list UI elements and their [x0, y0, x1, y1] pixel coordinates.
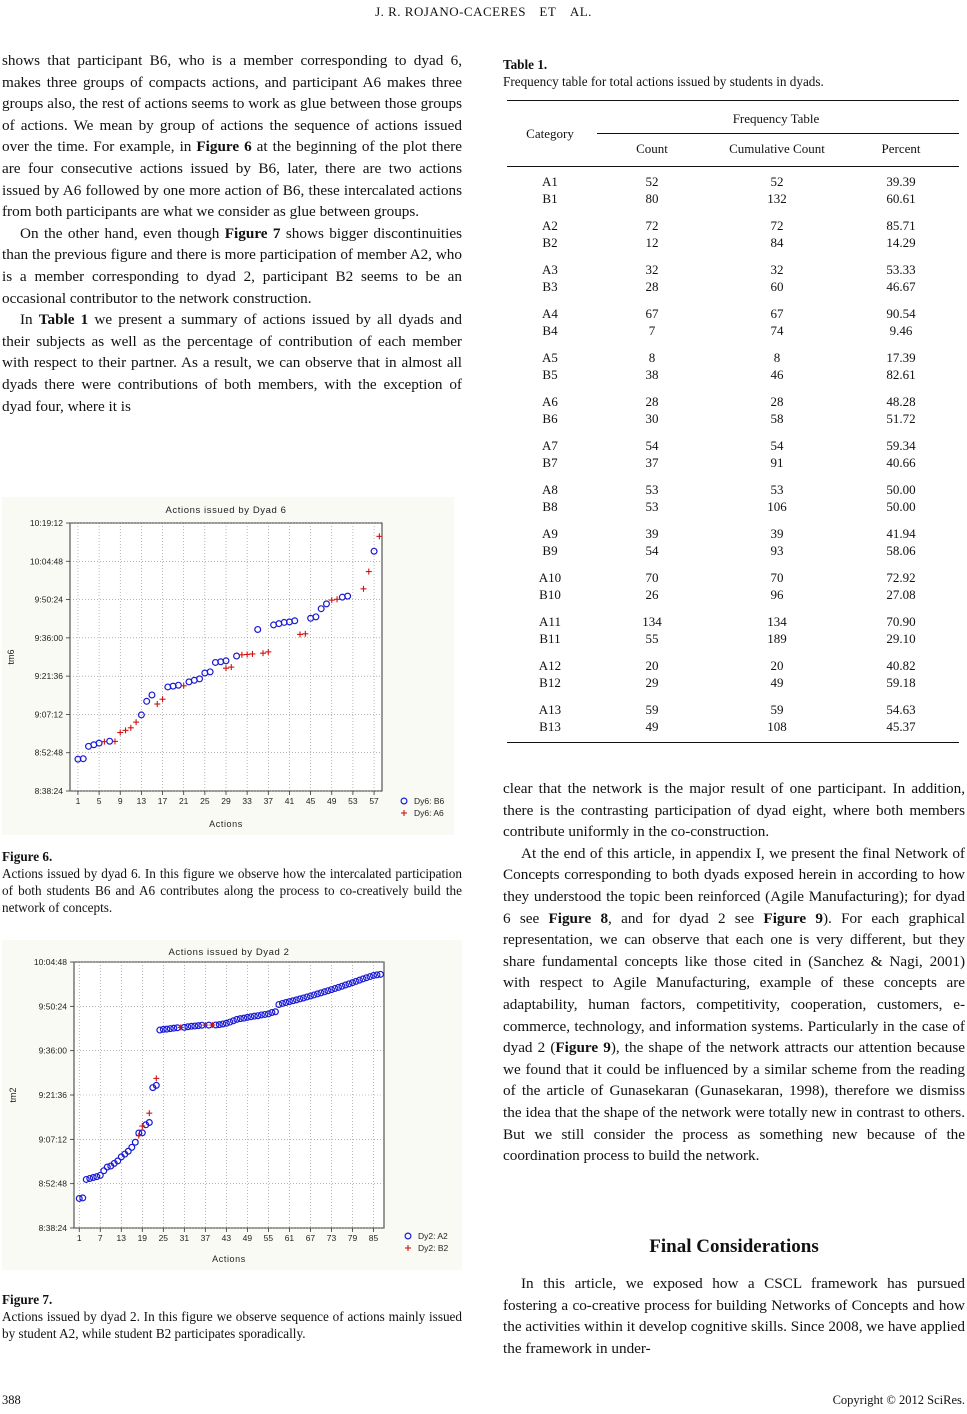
value-cell: 59.18	[886, 675, 916, 690]
y-tick-label: 8:38:24	[38, 1223, 67, 1233]
x-tick-label: 67	[305, 1233, 316, 1243]
x-axis-label: Actions	[209, 819, 243, 829]
legend-marker	[401, 810, 407, 816]
value-cell: 41.94	[886, 526, 916, 541]
y-tick-label: 9:50:24	[34, 594, 63, 605]
dyad2-scatter-plot	[2, 940, 462, 1270]
value-cell: 54	[770, 438, 784, 453]
category-cell: A2	[542, 218, 558, 233]
figure-7-caption-text: Actions issued by dyad 2. In this figure we observe sequence of actions mainly issued by student A2, while student B2 participates sporadically.	[2, 1309, 462, 1341]
value-cell: 32	[645, 262, 659, 277]
table-row	[507, 207, 959, 234]
category-cell: B5	[542, 367, 558, 382]
value-cell: 8	[648, 350, 656, 365]
table-row	[507, 167, 959, 191]
table-row	[507, 498, 959, 515]
value-cell: 49	[770, 675, 784, 690]
chart-title: Actions issued by Dyad 2	[168, 947, 290, 958]
value-cell: 8	[773, 350, 781, 365]
value-cell: 189	[767, 631, 787, 646]
column-header: Percent	[881, 141, 921, 156]
value-cell: 29.10	[886, 631, 916, 646]
value-cell: 9.46	[889, 323, 913, 338]
x-tick-label: 13	[136, 796, 147, 806]
figure-6-caption-title: Figure 6.	[2, 849, 53, 864]
table-row	[507, 339, 959, 366]
y-tick-label: 10:19:12	[29, 518, 63, 528]
dyad6-scatter-plot	[2, 497, 454, 835]
plot-area	[74, 962, 384, 1228]
value-cell: 55	[645, 631, 659, 646]
category-cell: A10	[538, 570, 562, 585]
x-tick-label: 37	[263, 796, 274, 806]
paragraph: shows that participant B6, who is a member corresponding to dyad 6, makes three groups of compacts actions, and participant A6 makes three groups also, the rest of actions seems to work as glue between those groups of actions. We mean by group of actions the sequence of actions issued over the time. For example, in Figure 6 at the beginning of the plot there are four consecutive actions issued by B6, later, there are two actions issued by A6 followed by one more action of B6, these intercalated actions from both participants are what we consider as glue between groups.	[2, 52, 463, 221]
table-row	[507, 586, 959, 603]
y-axis-label: tm6	[6, 649, 16, 665]
table-row	[507, 603, 959, 630]
figure-reference: Figure 9	[763, 909, 823, 927]
value-cell: 70	[770, 570, 784, 585]
figure-reference: Figure 7	[224, 224, 281, 242]
figure-reference: Table 1	[38, 311, 89, 329]
value-cell: 52	[770, 174, 784, 189]
y-tick-label: 9:07:12	[38, 1134, 67, 1145]
category-cell: B8	[542, 499, 558, 514]
chart-title: Actions issued by Dyad 6	[165, 505, 287, 516]
table-row	[507, 383, 959, 410]
table-row	[507, 559, 959, 586]
value-cell: 58	[770, 411, 784, 426]
value-cell: 46.67	[886, 279, 916, 294]
value-cell: 85.71	[886, 218, 916, 233]
value-cell: 70	[645, 570, 659, 585]
category-cell: B7	[542, 455, 558, 470]
value-cell: 51.72	[886, 411, 916, 426]
value-cell: 20	[645, 658, 659, 673]
x-tick-label: 25	[200, 796, 210, 806]
paragraph: On the other hand, even though Figure 7 shows bigger discontinuities than the previous figure and there is more participation of member A2, who is a member corresponding to dyad 2, participant B2 seems to be an occasional contributor to the network construction.	[2, 224, 462, 307]
value-cell: 90.54	[886, 306, 916, 321]
y-tick-label: 8:52:48	[34, 747, 63, 758]
value-cell: 14.29	[886, 235, 916, 250]
y-tick-label: 9:36:00	[34, 632, 63, 643]
x-tick-label: 19	[137, 1233, 148, 1243]
category-cell: A3	[542, 262, 558, 277]
value-cell: 40.66	[886, 455, 916, 470]
category-cell: A13	[538, 702, 562, 717]
value-cell: 27.08	[886, 587, 916, 602]
page-number: 388	[2, 1393, 21, 1407]
y-tick-label: 9:36:00	[38, 1045, 67, 1056]
running-header: J. R. ROJANO-CACERES ET AL.	[375, 4, 592, 19]
category-cell: A11	[539, 614, 561, 629]
x-tick-label: 61	[284, 1233, 295, 1243]
x-tick-label: 43	[221, 1233, 232, 1243]
x-tick-label: 53	[348, 796, 358, 806]
x-tick-label: 29	[221, 796, 231, 806]
value-cell: 49	[645, 719, 659, 734]
table-row	[507, 427, 959, 454]
figure-7-chart	[2, 940, 462, 1270]
x-tick-label: 79	[347, 1233, 358, 1243]
category-cell: B1	[542, 191, 558, 206]
figure-reference: Figure 9	[555, 1039, 611, 1057]
x-axis-label: Actions	[212, 1254, 246, 1264]
value-cell: 39	[770, 526, 784, 541]
value-cell: 32	[770, 262, 784, 277]
final-considerations-text	[503, 1273, 965, 1359]
value-cell: 74	[770, 323, 784, 338]
table-1-title: Table 1.	[503, 57, 548, 72]
y-axis-label: tm2	[8, 1087, 18, 1103]
category-cell: A4	[542, 306, 558, 321]
figure-7-caption	[2, 1291, 462, 1342]
table-row	[507, 278, 959, 295]
y-tick-label: 10:04:48	[33, 957, 67, 967]
category-cell: A5	[542, 350, 558, 365]
x-tick-label: 1	[76, 1233, 82, 1243]
paragraph: In this article, we exposed how a CSCL framework has pursued fostering a co-creative process for building Networks of Concepts and how the activities within it develop cognitive skills. Since 2008, we have applied the framework in under-	[503, 1275, 965, 1357]
value-cell: 60	[770, 279, 784, 294]
table-row	[507, 691, 959, 718]
category-cell: B13	[539, 719, 561, 734]
value-cell: 17.39	[886, 350, 916, 365]
legend-marker	[405, 1233, 411, 1239]
column-header: Count	[636, 141, 668, 156]
category-cell: B12	[539, 675, 561, 690]
value-cell: 50.00	[886, 482, 916, 497]
value-cell: 58.06	[886, 543, 916, 558]
x-tick-label: 9	[117, 796, 123, 806]
category-cell: A8	[542, 482, 558, 497]
x-tick-label: 31	[179, 1233, 190, 1243]
value-cell: 96	[770, 587, 784, 602]
value-cell: 59.34	[886, 438, 916, 453]
figure-6-caption	[2, 848, 462, 916]
table-row	[507, 410, 959, 427]
value-cell: 48.28	[886, 394, 916, 409]
value-cell: 84	[770, 235, 784, 250]
y-tick-label: 8:52:48	[38, 1178, 67, 1189]
frequency-table	[507, 100, 959, 743]
table-1-caption	[503, 56, 963, 90]
value-cell: 37	[645, 455, 659, 470]
value-cell: 67	[645, 306, 659, 321]
value-cell: 67	[770, 306, 784, 321]
legend-label: Dy2: B2	[418, 1243, 449, 1253]
value-cell: 134	[642, 614, 662, 629]
x-tick-label: 33	[242, 796, 252, 806]
value-cell: 39	[645, 526, 659, 541]
x-tick-label: 5	[96, 796, 102, 806]
table-row	[507, 630, 959, 647]
value-cell: 12	[645, 235, 659, 250]
right-column-text	[503, 778, 965, 1167]
value-cell: 80	[645, 191, 659, 206]
figure-reference: Figure 8	[548, 909, 609, 927]
paragraph: At the end of this article, in appendix I, we present the final Network of Concepts corresponding to both dyads exposed herein in according to how they understood the topic been reinforced (Agile Manufacturing); for dyad 6 see Figure 8, and for dyad 2 see Figure 9). For each graphical representation, we can observe that each one is very different, but they share fundamental concepts like those cited in (Sanchez & Nagi, 2001) with respect to Agile Manufacturing, example of these concepts are adaptability, human factors, competitivity, cooperation, customers, e-commerce, technology, and information systems. Particularly in the case of dyad 2 (Figure 9), the shape of the network attracts our attention because we found that it could be influenced by a similar scheme from the reading of the article of Gunasekaran (Gunasekaran, 1998), therefore we dismiss the idea that the shape of the network were totally new in contrast to others. But we still consider the process as something new because of the coordination process to build the network.	[503, 844, 965, 1165]
category-cell: A9	[542, 526, 558, 541]
value-cell: 106	[767, 499, 787, 514]
x-tick-label: 49	[242, 1233, 253, 1243]
category-cell: A12	[538, 658, 562, 673]
value-cell: 59	[645, 702, 659, 717]
value-cell: 28	[645, 279, 659, 294]
value-cell: 91	[770, 455, 784, 470]
value-cell: 28	[770, 394, 784, 409]
value-cell: 52	[645, 174, 659, 189]
y-tick-label: 8:38:24	[34, 786, 63, 796]
table-row	[507, 674, 959, 691]
value-cell: 72	[770, 218, 784, 233]
value-cell: 38	[645, 367, 659, 382]
figure-reference: Figure 6	[196, 138, 252, 156]
value-cell: 30	[645, 411, 659, 426]
x-tick-label: 7	[97, 1233, 103, 1243]
figure-6-chart	[2, 497, 454, 835]
category-cell: A6	[542, 394, 558, 409]
x-tick-label: 85	[368, 1233, 379, 1243]
legend-label: Dy6: B6	[414, 796, 445, 806]
legend-marker	[401, 798, 407, 804]
table-1-subtitle: Frequency table for total actions issued by students in dyads.	[503, 74, 824, 89]
table-row	[507, 366, 959, 383]
value-cell: 45.37	[886, 719, 916, 734]
value-cell: 53	[645, 482, 659, 497]
figure-6-caption-text: Actions issued by dyad 6. In this figure we observe how the intercalated participation of both students B6 and A6 contributes along the process to co-creatively build the network of concepts.	[2, 866, 462, 915]
value-cell: 7	[648, 323, 656, 338]
value-cell: 50.00	[886, 499, 916, 514]
value-cell: 59	[770, 702, 784, 717]
x-tick-label: 57	[369, 796, 379, 806]
table-row	[507, 295, 959, 322]
plot-area	[70, 523, 382, 791]
value-cell: 39.39	[886, 174, 916, 189]
value-cell: 53	[770, 482, 784, 497]
y-tick-label: 9:50:24	[38, 1001, 67, 1012]
group-header-label: Frequency Table	[732, 111, 820, 126]
x-tick-label: 13	[116, 1233, 127, 1243]
x-tick-label: 55	[263, 1233, 274, 1243]
table-row	[507, 190, 959, 207]
column-header: Cumulative Count	[729, 141, 825, 156]
value-cell: 132	[767, 191, 787, 206]
y-tick-label: 9:21:36	[34, 671, 63, 682]
value-cell: 70.90	[886, 614, 916, 629]
table-row	[507, 542, 959, 559]
category-cell: A1	[542, 174, 558, 189]
x-tick-label: 41	[284, 796, 295, 806]
y-tick-label: 9:07:12	[34, 709, 63, 720]
value-cell: 53.33	[886, 262, 916, 277]
category-cell: B11	[539, 631, 561, 646]
value-cell: 54	[645, 543, 659, 558]
table-row	[507, 718, 959, 743]
value-cell: 82.61	[886, 367, 916, 382]
table-row	[507, 515, 959, 542]
x-tick-label: 73	[326, 1233, 337, 1243]
section-title: Final Considerations	[649, 1236, 819, 1257]
legend-marker	[405, 1245, 411, 1251]
legend-label: Dy2: A2	[418, 1231, 448, 1241]
category-cell: B9	[542, 543, 558, 558]
table-row	[507, 647, 959, 674]
x-tick-label: 37	[200, 1233, 211, 1243]
value-cell: 93	[770, 543, 784, 558]
value-cell: 134	[767, 614, 787, 629]
value-cell: 72	[645, 218, 659, 233]
table-row	[507, 322, 959, 339]
value-cell: 28	[645, 394, 659, 409]
category-cell: B6	[542, 411, 558, 426]
value-cell: 26	[645, 587, 659, 602]
paragraph: clear that the network is the major result of one participant. In addition, there is the contrasting participation of dyad eight, where both members contribute uniformly in the co-construction.	[503, 780, 965, 841]
table-row	[507, 234, 959, 251]
x-tick-label: 49	[327, 796, 337, 806]
table-row	[507, 454, 959, 471]
table-row	[507, 471, 959, 498]
category-cell: B4	[542, 323, 558, 338]
x-tick-label: 17	[157, 796, 168, 806]
group-header	[593, 101, 959, 141]
value-cell: 20	[770, 658, 784, 673]
category-cell: B3	[542, 279, 558, 294]
value-cell: 54.63	[886, 702, 916, 717]
x-tick-label: 21	[178, 796, 189, 806]
value-cell: 60.61	[886, 191, 916, 206]
value-cell: 29	[645, 675, 659, 690]
category-cell: A7	[542, 438, 558, 453]
copyright: Copyright © 2012 SciRes.	[832, 1393, 965, 1407]
x-tick-label: 25	[158, 1233, 169, 1243]
y-tick-label: 10:04:48	[29, 556, 63, 567]
value-cell: 54	[645, 438, 659, 453]
y-tick-label: 9:21:36	[38, 1090, 67, 1100]
category-cell: B10	[539, 587, 561, 602]
value-cell: 53	[645, 499, 659, 514]
x-tick-label: 45	[305, 796, 316, 806]
left-column-text	[2, 50, 462, 417]
table-row	[507, 251, 959, 278]
paragraph: In Table 1 we present a summary of actions issued by all dyads and their subjects as well as the percentage of contribution of each member with respect to their partner. As a result, we can observe that in almost all dyads there were contributions of both members, with the exception of dyad four, where it is	[2, 311, 462, 415]
category-header: Category	[507, 101, 593, 167]
value-cell: 40.82	[886, 658, 916, 673]
figure-7-caption-title: Figure 7.	[2, 1292, 53, 1307]
value-cell: 46	[770, 367, 784, 382]
value-cell: 108	[767, 719, 787, 734]
category-cell: B2	[542, 235, 558, 250]
x-tick-label: 1	[75, 796, 81, 806]
table-body	[507, 167, 959, 743]
value-cell: 72.92	[886, 570, 916, 585]
legend-label: Dy6: A6	[414, 808, 444, 818]
